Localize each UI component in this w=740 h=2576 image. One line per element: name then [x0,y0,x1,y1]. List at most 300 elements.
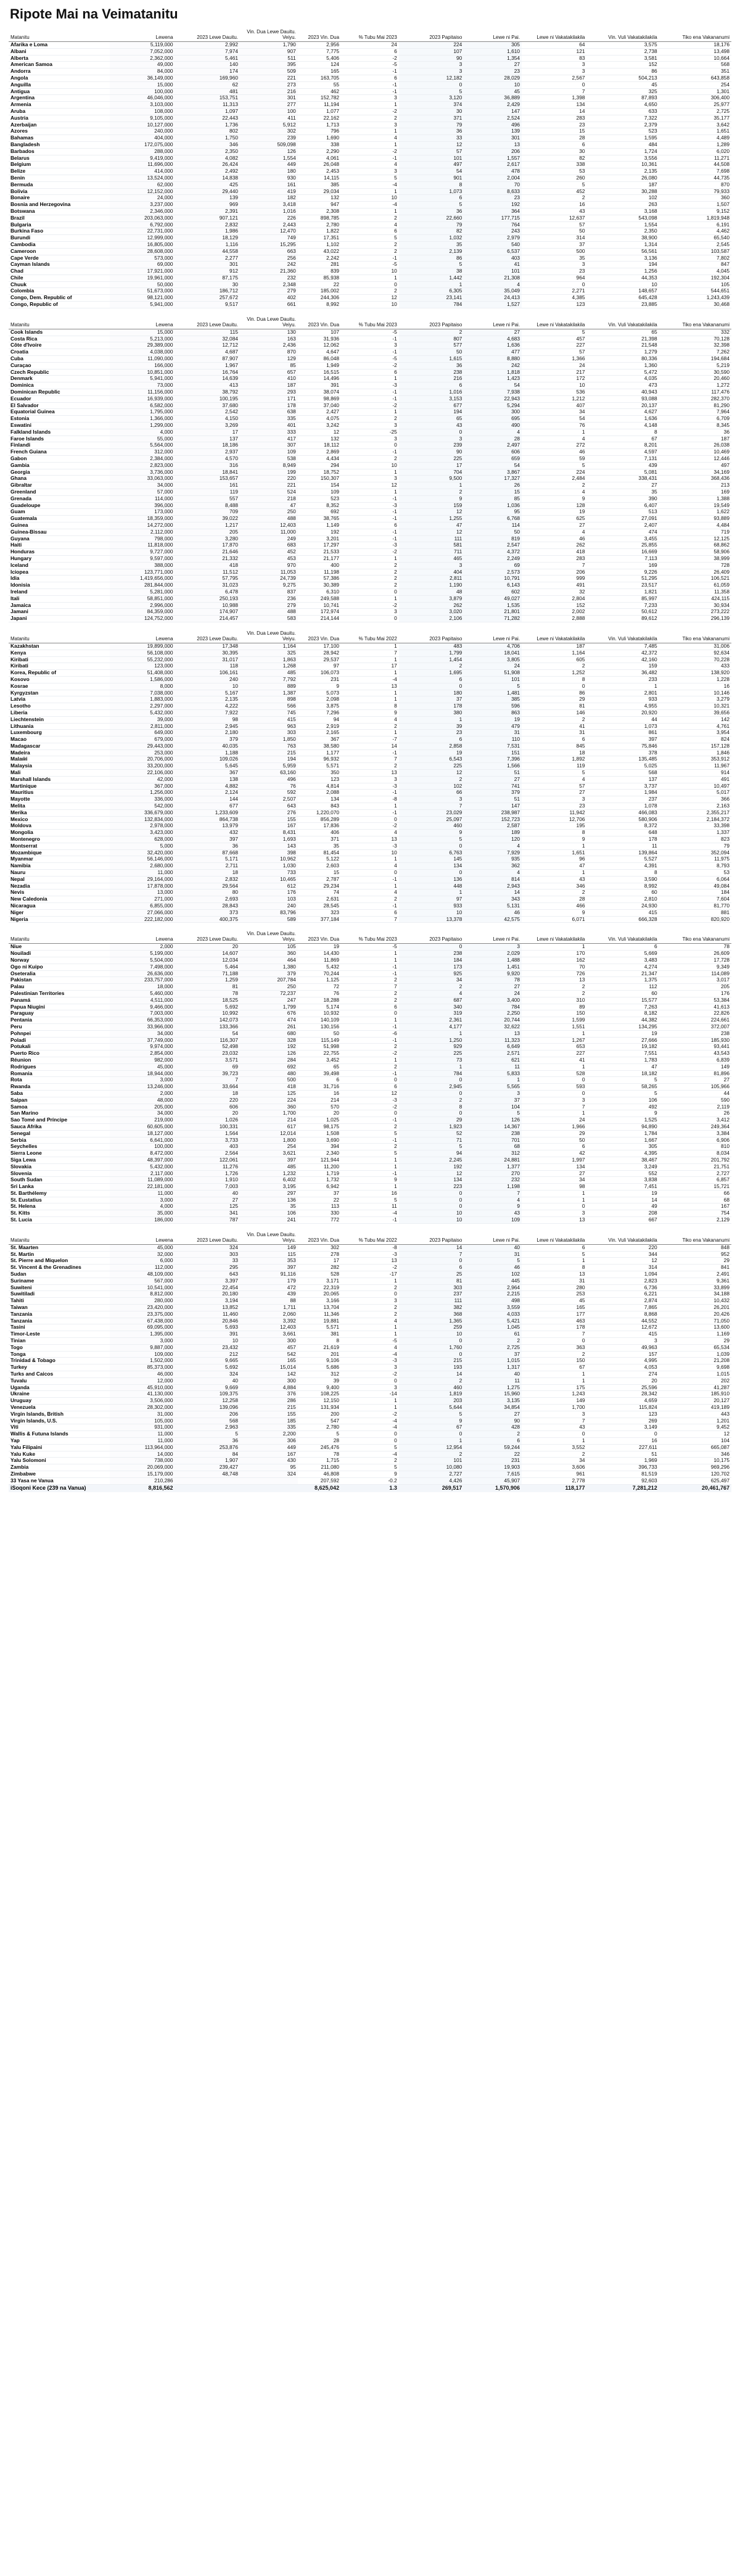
cell-value: 123,771,000 [110,569,175,576]
cell-value: 378 [587,749,659,756]
header-row [9,28,731,42]
cell-value: 10 [587,281,659,288]
cell-value: 3 [341,609,399,616]
cell-value: 29,537 [298,656,341,663]
cell-value: 15,577 [587,997,659,1004]
cell-value: 2,680,000 [110,863,175,870]
cell-value: 2,484 [522,476,586,482]
cell-value: 150 [522,1358,586,1364]
cell-value: 57,000 [110,489,175,496]
cell-value: 71 [399,1137,464,1144]
country-name: Mexico [9,816,110,823]
country-name: Costa Rica [9,336,110,342]
cell-value: 194 [399,409,464,416]
cell-value: 2,165 [298,730,341,737]
cell-value: 122,061 [175,1157,240,1163]
cell-value: 221 [240,75,298,81]
cell-value: 14 [464,890,522,896]
cell-value: 277 [240,102,298,109]
cell-value: 1 [522,1030,586,1037]
cell-value: 107 [298,329,341,336]
country-name: Bulgaria [9,221,110,228]
cell-value: -1 [341,255,399,262]
cell-value: 0 [399,81,464,88]
cell-value: 8 [522,1265,586,1271]
cell-value: 2,524 [464,115,522,122]
table-row [9,55,731,62]
cell-value: 24 [464,990,522,997]
cell-value: 1,564 [175,1130,240,1137]
cell-value: 4,761 [659,723,731,730]
cell-value: 27 [464,776,522,783]
cell-value: 353,912 [659,756,731,763]
cell-value: 81,519 [587,1471,659,1477]
cell-value: 15 [298,870,341,877]
cell-value: 2,135 [175,696,240,703]
cell-value: 397 [587,737,659,743]
table-row [9,462,731,469]
country-name: Cook Islands [9,329,110,336]
table-row [9,162,731,168]
country-name: Wallis & Futuna Islands [9,1431,110,1438]
cell-value: 30 [399,108,464,115]
cell-value: 105,000 [110,1418,175,1424]
cell-value: -1 [341,495,399,502]
cell-value: 5,644 [399,1405,464,1411]
cell-value: 29,164,000 [110,876,175,883]
cell-value: 92,603 [587,1477,659,1484]
cell-value: 10,146 [659,690,731,696]
cell-value: 346 [522,883,586,890]
cell-value: 250 [240,509,298,516]
cell-value: 914 [659,770,731,777]
cell-value: 39,723 [175,1070,240,1077]
cell-value: 3 [341,1364,399,1371]
cell-value: 12 [341,1090,399,1097]
cell-value: 3,483 [587,957,659,964]
cell-value: 253 [522,1291,586,1298]
cell-value: 117,476 [659,389,731,396]
cell-value: 17,836 [298,823,341,830]
cell-value: -1 [341,1070,399,1077]
cell-value: 21,751 [659,1163,731,1170]
cell-value: 419 [240,188,298,195]
cell-value: 273,222 [659,609,731,616]
cell-value: 3 [464,944,522,951]
cell-value: 31,017 [175,656,240,663]
cell-value: 659 [464,456,522,463]
cell-value: 2,362,000 [110,55,175,62]
cell-value: 2,361 [399,1017,464,1024]
cell-value: -1 [341,535,399,542]
cell-value: 34,000 [110,482,175,489]
cell-value: 65 [399,416,464,423]
cell-value: 46,000 [110,1371,175,1378]
cell-value: 35,177 [659,115,731,122]
column-header: Tiko ena Vakananumi [659,316,731,329]
cell-value: 10 [399,1217,464,1224]
cell-value: 153,751 [175,95,240,102]
country-name: Itali [9,595,110,602]
cell-value: 3,168 [587,208,659,215]
cell-value: 29,034 [298,188,341,195]
header-row [9,1231,731,1245]
cell-value: 15,295 [240,241,298,248]
cell-value: 4 [341,830,399,836]
cell-value: 8,793 [659,863,731,870]
table-row [9,863,731,870]
cell-value: 19 [522,509,586,516]
cell-value: 249 [240,535,298,542]
cell-value: 214 [298,1097,341,1104]
column-header: Matanitu [9,316,110,329]
country-name: Belarus [9,155,110,162]
cell-value: 22 [464,1451,522,1458]
cell-value: 9 [399,495,464,502]
cell-value: 0 [399,944,464,951]
cell-value: 4,995 [587,1358,659,1364]
table-row [9,262,731,268]
country-name: Estonia [9,416,110,423]
cell-value: 15,000 [110,81,175,88]
cell-value: 1,177 [298,749,341,756]
cell-value: 1,317 [464,1364,522,1371]
country-name: Siga Lewa [9,1157,110,1163]
table-row [9,1338,731,1345]
cell-value: 6,000 [110,1258,175,1265]
cell-value: 9 [341,1177,399,1184]
cell-value: 5 [399,88,464,95]
cell-value: 153,657 [175,476,240,482]
cell-value: 112 [587,984,659,991]
cell-value: 373 [175,909,240,916]
cell-value: 544,651 [659,288,731,295]
cell-value: 1 [341,951,399,957]
cell-value: 20,065 [298,1291,341,1298]
cell-value: 2,727 [399,1471,464,1477]
cell-value: 10 [341,195,399,202]
cell-value: 1,250 [399,1037,464,1044]
table-row [9,195,731,202]
cell-value: 44,558 [175,248,240,255]
table-row [9,356,731,363]
cell-value: 9 [341,1471,399,1477]
cell-value: 1 [522,429,586,436]
cell-value: 4,033 [464,1311,522,1318]
country-name: Melita [9,803,110,810]
table-row [9,275,731,281]
cell-value: 5,472 [587,369,659,376]
cell-value: 8,992 [298,302,341,308]
cell-value: 7,929 [464,849,522,856]
cell-value: 22,755 [298,1051,341,1057]
cell-value: 165 [240,1358,298,1364]
cell-value: 19,961,000 [110,275,175,281]
cell-value: 17 [341,663,399,670]
cell-value: 5,692 [175,1364,240,1371]
cell-value: 10,962 [240,856,298,863]
cell-value: 861 [587,730,659,737]
column-header: Matanitu [9,630,110,643]
cell-value: 462 [298,88,341,95]
table-row [9,1291,731,1298]
cell-value: 9 [522,909,586,916]
cell-value: 3 [341,1384,399,1391]
cell-value: 414,000 [110,168,175,175]
country-name: Pentania [9,1017,110,1024]
cell-value: 749 [240,235,298,242]
cell-value: 7,615 [464,1471,522,1477]
cell-value: -4 [341,1351,399,1358]
cell-value: 1 [341,102,399,109]
cell-value: 36 [659,429,731,436]
country-name: Georgia [9,469,110,476]
country-name: Myanmar [9,856,110,863]
cell-value: 4 [522,436,586,442]
cell-value: 381 [298,1331,341,1338]
cell-value: 1 [587,683,659,690]
cell-value: 907 [240,48,298,55]
cell-value: 29 [399,1117,464,1124]
cell-value: 4 [399,990,464,997]
cell-value: 617 [240,1123,298,1130]
cell-value: 194 [240,756,298,763]
table-row [9,1271,731,1278]
cell-value: 22,454 [175,1284,240,1291]
cell-value: 13 [522,977,586,984]
cell-value: 6,582,000 [110,402,175,409]
table-row [9,141,731,148]
column-header: 2023 Vin. Dua [298,28,341,42]
cell-value: 271,000 [110,896,175,903]
table-row [9,1278,731,1284]
cell-value: 404 [399,569,464,576]
cell-value: 51,408,000 [110,670,175,677]
cell-value: 606 [464,449,522,456]
column-header: 2023 Papitaiso [399,1231,464,1245]
cell-value: 101 [464,676,522,683]
cell-value: 134 [399,1177,464,1184]
table-row [9,830,731,836]
country-name: Suwiteni [9,1284,110,1291]
cell-value: 325 [587,88,659,95]
cell-value: 301 [464,135,522,142]
cell-value: 12 [399,141,464,148]
cell-value: 1 [341,208,399,215]
cell-value: 0 [341,1431,399,1438]
cell-value: 1,818 [464,369,522,376]
table-row [9,770,731,777]
cell-value: 1,094 [587,1271,659,1278]
cell-value: 20 [175,1110,240,1117]
cell-value: 12,150 [298,1398,341,1405]
cell-value: 29,389,000 [110,342,175,349]
table-row [9,1318,731,1324]
cell-value: 2 [399,1377,464,1384]
cell-value: 325 [240,650,298,656]
cell-value: 31 [464,1251,522,1258]
cell-value: 3 [464,1090,522,1097]
cell-value: 98,121,000 [110,295,175,302]
cell-value: 952 [659,1251,731,1258]
cell-value: 36,482 [587,670,659,677]
cell-value: 4 [341,716,399,723]
cell-value: 295 [175,1265,240,1271]
cell-value: 157,128 [659,743,731,749]
cell-value: 300 [464,409,522,416]
cell-value: 10 [175,1338,240,1345]
cell-value: 7,485 [587,643,659,650]
cell-value: 109 [298,489,341,496]
cell-value: 6 [522,737,586,743]
cell-value: 13,498 [659,48,731,55]
cell-value: 136 [399,876,464,883]
cell-value: 1,700 [240,1110,298,1117]
cell-value: 38,765 [298,516,341,522]
cell-value: 5,421 [464,1318,522,1324]
cell-value: 5 [341,1197,399,1203]
country-name: Chad [9,268,110,275]
cell-value: 254 [659,81,731,88]
table-row [9,1150,731,1157]
cell-value: 1,272 [659,382,731,389]
cell-value: 7,698 [659,168,731,175]
cell-value: 105 [240,944,298,951]
cell-value: 185,910 [659,1391,731,1398]
cell-value: 65,534 [659,1344,731,1351]
table-row [9,402,731,409]
cell-value: 1,228 [659,676,731,683]
cell-value: 167 [240,1451,298,1458]
cell-value: 94 [298,716,341,723]
cell-value: -1 [341,749,399,756]
cell-value: 6,310 [298,588,341,595]
cell-value: 663 [240,248,298,255]
cell-value: 3,201 [298,535,341,542]
cell-value: 58,265 [587,1084,659,1091]
cell-value: 161 [175,482,240,489]
cell-value: 3,571 [175,1057,240,1063]
cell-value: -2 [341,1411,399,1418]
table-row [9,1251,731,1258]
cell-value: 1,301 [659,88,731,95]
cell-value: 1,986 [175,228,240,235]
country-name: Liechtenstein [9,716,110,723]
cell-value: 31,023 [175,582,240,589]
cell-value: 4,038,000 [110,349,175,356]
cell-value: 185,930 [659,1037,731,1044]
cell-value: 0 [522,1077,586,1084]
table-row [9,362,731,369]
cell-value: 4,385 [522,295,586,302]
cell-value: 10 [464,81,522,88]
cell-value: 2,215 [464,1291,522,1298]
cell-value: 2 [341,1044,399,1051]
cell-value: 2,573 [464,569,522,576]
cell-value: 5,565 [464,1084,522,1091]
cell-value: 62 [175,81,240,88]
country-name: Uganda [9,1384,110,1391]
cell-value: 9 [522,836,586,843]
cell-value: 3 [341,423,399,429]
cell-value: 4,484 [659,522,731,529]
cell-value: 185 [240,1418,298,1424]
cell-value: 26 [659,1110,731,1117]
cell-value: 7,003,000 [110,1010,175,1017]
cell-value: 6 [399,1265,464,1271]
cell-value: 3,736,000 [110,469,175,476]
cell-value: 371 [399,115,464,122]
cell-value: 856,289 [298,816,341,823]
cell-value: 1,488 [464,957,522,964]
cell-value: 3,120 [399,95,464,102]
table-row [9,776,731,783]
cell-value: 134 [399,863,464,870]
table-row [9,436,731,442]
cell-value: 46,046,000 [110,95,175,102]
cell-value: 280 [522,1284,586,1291]
cell-value: 6 [341,369,399,376]
cell-value: 238 [659,1030,731,1037]
cell-value: 233,757,000 [110,977,175,984]
cell-value: 22 [298,281,341,288]
cell-value: 3,590 [587,876,659,883]
cell-value: 23,885 [587,302,659,308]
cell-value: -5 [341,329,399,336]
cell-value: 205 [175,529,240,535]
cell-value: 0 [341,870,399,877]
cell-value: 411 [240,115,298,122]
cell-value: 12,712 [175,342,240,349]
cell-value: 82 [399,228,464,235]
cell-value: 20,744 [464,1017,522,1024]
cell-value: 1,651 [522,849,586,856]
cell-value: 1 [341,128,399,135]
cell-value: 6,792,000 [110,221,175,228]
cell-value: 149 [240,1244,298,1251]
cell-value: 5 [522,462,586,469]
cell-value: 2,564 [175,1150,240,1157]
country-name: Senegal [9,1130,110,1137]
cell-value: 8 [587,429,659,436]
cell-value: 2 [399,1097,464,1104]
cell-value: 709 [175,509,240,516]
cell-value: 187 [240,382,298,389]
cell-value: 2,427 [298,409,341,416]
cell-value: 2,804 [522,595,586,602]
cell-value: 83 [522,55,586,62]
cell-value: 43 [399,423,464,429]
cell-value: 111 [399,535,464,542]
cell-value: 2,832 [175,221,240,228]
cell-value: 283 [522,555,586,562]
table-row [9,469,731,476]
cell-value: 10,851,000 [110,369,175,376]
table-row [9,650,731,656]
total-value: 1.3 [341,1484,399,1492]
cell-value: 8,372 [587,823,659,830]
cell-value: 360 [659,195,731,202]
column-header: Vin. Dua Lewe Dauitu. Veiyu. [240,28,298,42]
cell-value: 98,175 [298,1123,341,1130]
cell-value: 120,702 [659,1471,731,1477]
cell-value: 1,377 [464,1163,522,1170]
cell-value: 20,137 [587,402,659,409]
cell-value: 0 [341,588,399,595]
cell-value: 901 [399,175,464,181]
cell-value: 44,508 [659,162,731,168]
table-row [9,175,731,181]
